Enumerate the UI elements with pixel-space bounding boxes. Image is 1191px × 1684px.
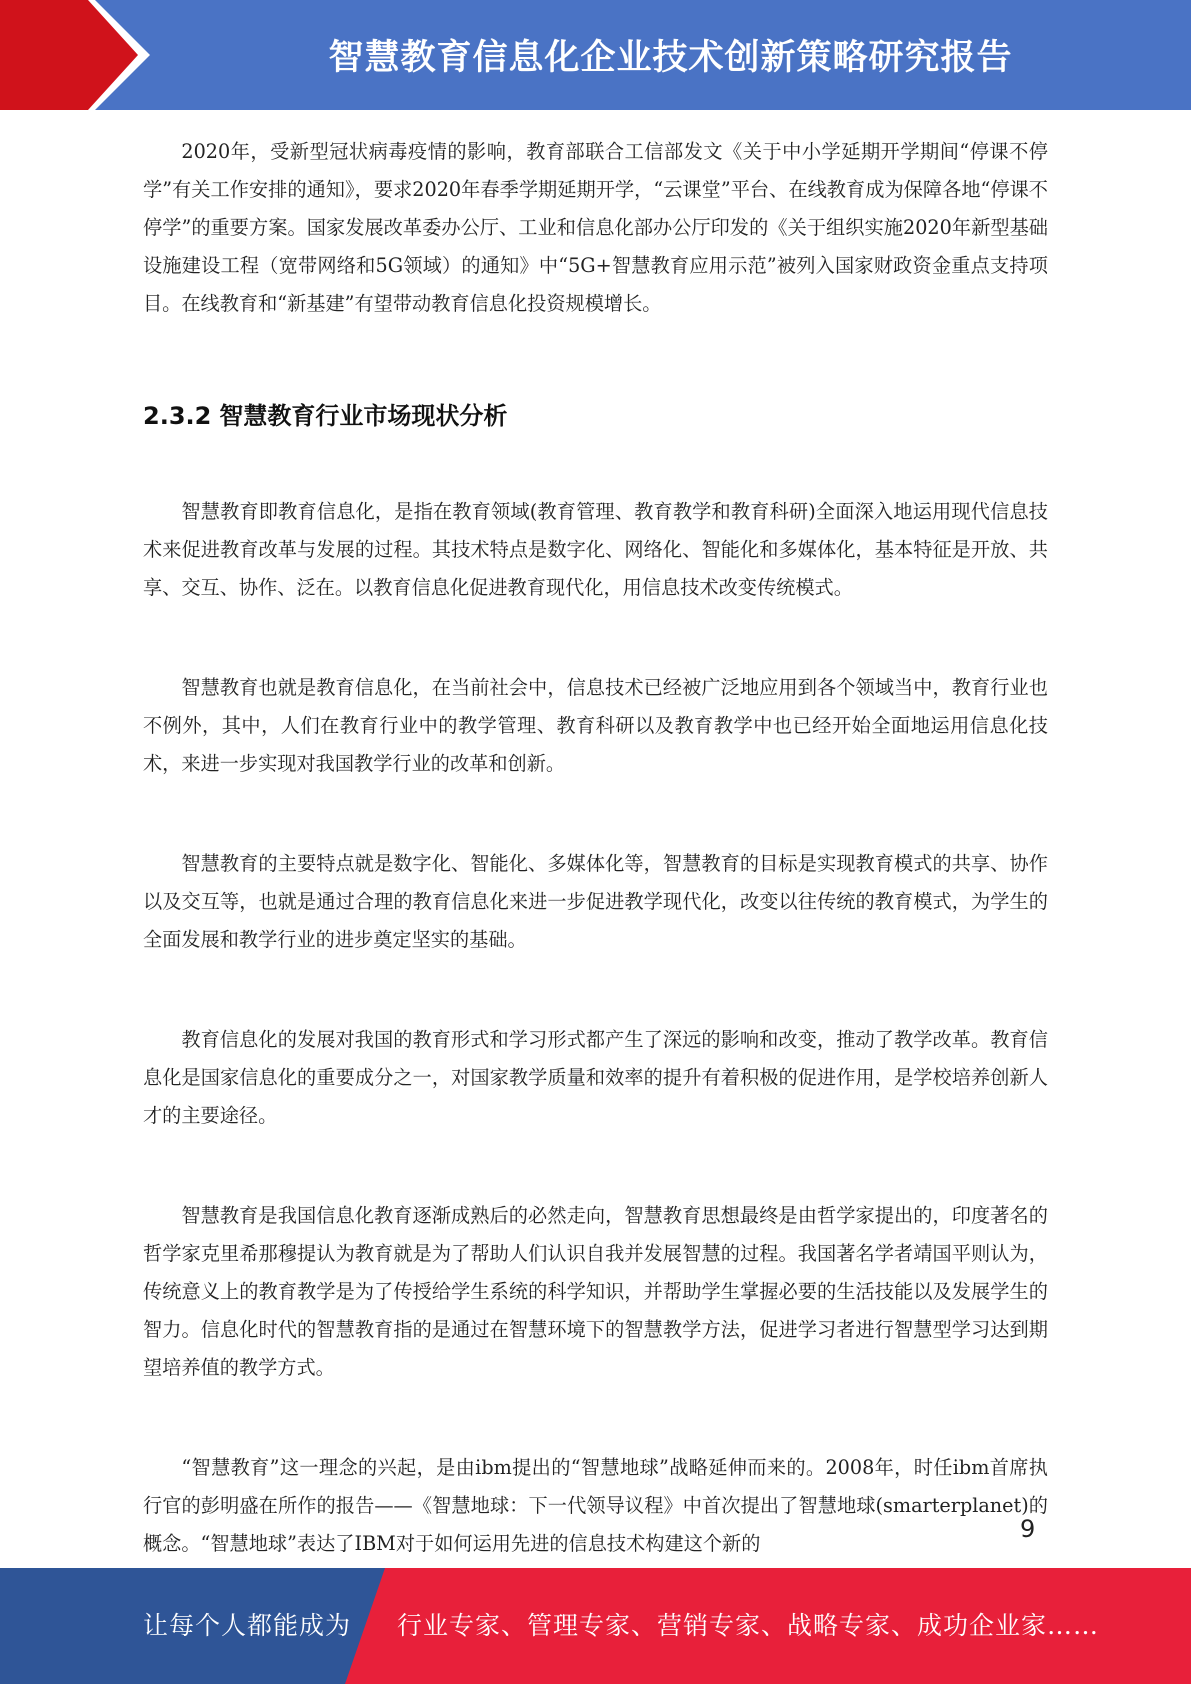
footer-slogan-left: 让每个人都能成为 xyxy=(143,1611,352,1640)
page-footer xyxy=(0,1568,1191,1684)
paragraph-spacer xyxy=(143,1135,1048,1197)
main-content xyxy=(143,133,1048,1563)
paragraph-spacer xyxy=(143,1387,1048,1449)
body-paragraph: “智慧教育”这一理念的兴起，是由ibm提出的“智慧地球”战略延伸而来的。2008年，时任ibm首席执行官的彭明盛在所作的报告——《智慧地球：下一代领导议程》中首次提出了智慧地球(smarterplanet)的概念。“智慧地球”表达了IBM对于如何运用先进的信息技术构建这个新的 xyxy=(143,1456,1048,1555)
report-title: 智慧教育信息化企业技术创新策略研究报告 xyxy=(328,38,1013,78)
section-number: 2.3.2 xyxy=(143,402,212,430)
section-heading xyxy=(143,385,1048,493)
body-paragraph: 智慧教育也就是教育信息化，在当前社会中，信息技术已经被广泛地应用到各个领域当中，教育行业也不例外，其中，人们在教育行业中的教学管理、教育科研以及教育教学中也已经开始全面地运用信息化技术，来进一步实现对我国教学行业的改革和创新。 xyxy=(143,676,1048,775)
page-number: 9 xyxy=(1020,1515,1036,1543)
section-title: 智慧教育行业市场现状分析 xyxy=(219,402,508,430)
body-paragraph: 智慧教育即教育信息化，是指在教育领域(教育管理、教育教学和教育科研)全面深入地运用现代信息技术来促进教育改革与发展的过程。其技术特点是数字化、网络化、智能化和多媒体化，基本特征是开放、共享、交互、协作、泛在。以教育信息化促进教育现代化，用信息技术改变传统模式。 xyxy=(143,500,1048,599)
body-paragraph: 智慧教育是我国信息化教育逐渐成熟后的必然走向，智慧教育思想最终是由哲学家提出的，印度著名的哲学家克里希那穆提认为教育就是为了帮助人们认识自我并发展智慧的过程。我国著名学者靖国平则认为，传统意义上的教育教学是为了传授给学生系统的科学知识，并帮助学生掌握必要的生活技能以及发展学生的智力。信息化时代的智慧教育指的是通过在智慧环境下的智慧教学方法，促进学习者进行智慧型学习达到期望培养值的教学方式。 xyxy=(143,1204,1048,1379)
paragraph-spacer xyxy=(143,783,1048,845)
body-paragraph: 智慧教育的主要特点就是数字化、智能化、多媒体化等，智慧教育的目标是实现教育模式的共享、协作以及交互等，也就是通过合理的教育信息化来进一步促进教学现代化，改变以往传统的教育模式，为学生的全面发展和教学行业的进步奠定坚实的基础。 xyxy=(143,852,1048,951)
footer-slogan-right: 行业专家、管理专家、营销专家、战略专家、成功企业家…… xyxy=(397,1611,1100,1640)
intro-paragraph: 2020年，受新型冠状病毒疫情的影响，教育部联合工信部发文《关于中小学延期开学期间“停课不停学”有关工作安排的通知》，要求2020年春季学期延期开学，“云课堂”平台、在线教育成为保障各地“停课不停学”的重要方案。国家发展改革委办公厅、工业和信息化部办公厅印发的《关于组织实施2020年新型基础设施建设工程（宽带网络和5G领域）的通知》中“5G+智慧教育应用示范”被列入国家财政资金重点支持项目。在线教育和“新基建”有望带动教育信息化投资规模增长。 xyxy=(143,140,1048,315)
paragraph-spacer xyxy=(143,607,1048,669)
body-paragraph: 教育信息化的发展对我国的教育形式和学习形式都产生了深远的影响和改变，推动了教学改革。教育信息化是国家信息化的重要成分之一，对国家教学质量和效率的提升有着积极的促进作用，是学校培养创新人才的主要途径。 xyxy=(143,1028,1048,1127)
paragraph-spacer xyxy=(143,959,1048,1021)
page-header xyxy=(0,0,1191,110)
